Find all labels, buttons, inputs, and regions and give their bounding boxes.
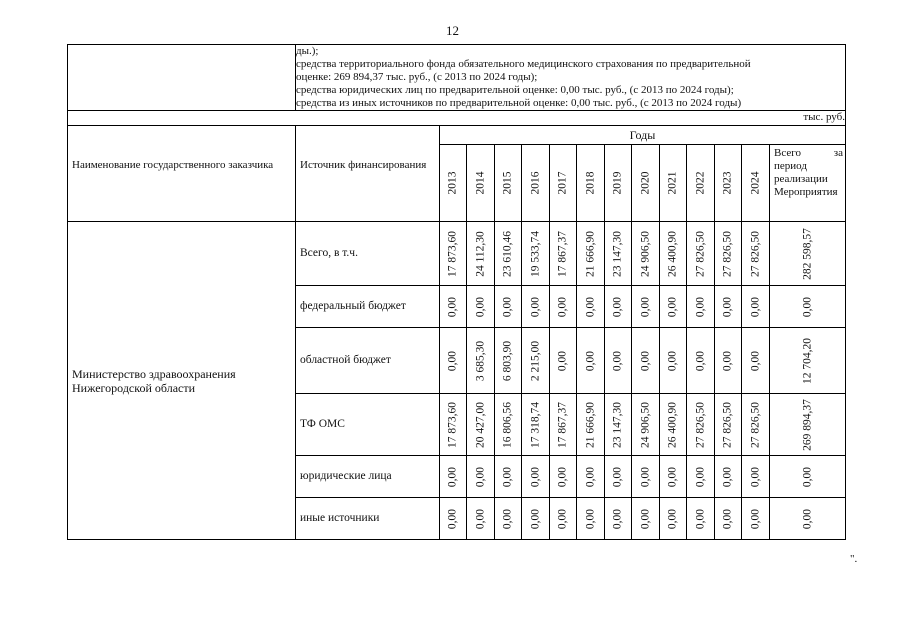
cell-value: 0,00 [666, 508, 679, 529]
year-header-cell [660, 145, 687, 222]
cell-value: 0,00 [721, 350, 734, 371]
cell-value: 0,00 [666, 296, 679, 317]
cell-value: 17 867,37 [556, 401, 569, 448]
cell-value: 0,00 [639, 466, 651, 487]
cell-value: 23 610,46 [501, 230, 514, 277]
cell-value: 26 400,90 [666, 401, 679, 448]
cell-value: 24 906,50 [639, 401, 651, 448]
cell-value: 0,00 [611, 466, 624, 487]
funding-source-label: ТФ ОМС [296, 394, 440, 456]
year-value-cell [687, 286, 715, 328]
year-value-cell [660, 328, 687, 394]
year-value-cell [522, 328, 550, 394]
year-label: 2013 [446, 171, 459, 195]
cell-value: 0,00 [639, 296, 651, 317]
cell-value: 0,00 [721, 296, 734, 317]
cell-value: 0,00 [556, 350, 569, 371]
total-value-cell [770, 456, 846, 498]
year-value-cell [742, 498, 770, 540]
cell-value: 6 803,90 [501, 340, 514, 381]
cell-value: 0,00 [721, 466, 734, 487]
cell-value: 0,00 [749, 466, 761, 487]
year-value-cell [687, 222, 715, 286]
cell-value: 23 147,30 [611, 230, 624, 277]
year-value-cell [577, 286, 605, 328]
cell-value: 2 215,00 [529, 340, 541, 381]
cell-value: 0,00 [749, 350, 761, 371]
cell-value: 3 685,30 [474, 340, 486, 381]
year-label: 2024 [749, 171, 761, 195]
total-value-cell [770, 222, 846, 286]
year-label: 2022 [694, 171, 706, 195]
intro-row [68, 45, 846, 111]
cell-value: 0,00 [446, 508, 459, 529]
year-value-cell [522, 394, 550, 456]
year-value-cell [742, 456, 770, 498]
year-header-cell [467, 145, 495, 222]
year-value-cell [522, 286, 550, 328]
cell-value: 27 826,50 [749, 401, 761, 448]
year-header-cell [742, 145, 770, 222]
cell-value: 26 400,90 [666, 230, 679, 277]
year-value-cell [522, 498, 550, 540]
cell-value: 21 666,90 [584, 401, 596, 448]
year-value-cell [440, 222, 467, 286]
year-value-cell [605, 286, 632, 328]
cell-value: 16 806,56 [501, 401, 514, 448]
end-quote-mark: ". [850, 553, 858, 565]
cell-value: 0,00 [556, 466, 569, 487]
year-value-cell [660, 222, 687, 286]
year-value-cell [632, 286, 660, 328]
intro-text-cell [296, 45, 846, 111]
cell-value: 0,00 [611, 508, 624, 529]
year-label: 2020 [639, 171, 651, 195]
intro-line: средства юридических лиц по предварительной оценке: 0,00 тыс. руб., (с 2013 по 2024 годы); [296, 84, 734, 96]
cell-value: 27 826,50 [721, 230, 734, 277]
cell-value: 0,00 [446, 350, 459, 371]
year-header-cell [550, 145, 577, 222]
year-value-cell [577, 498, 605, 540]
year-value-cell [577, 394, 605, 456]
cell-value: 0,00 [446, 466, 459, 487]
customer-name: Министерство здравоохранения Нижегородской области [68, 222, 296, 540]
year-value-cell [687, 456, 715, 498]
year-header-cell [687, 145, 715, 222]
cell-value: 0,00 [584, 296, 596, 317]
cell-value: 0,00 [694, 508, 706, 529]
table-row [68, 222, 846, 286]
cell-value: 27 826,50 [694, 230, 706, 277]
year-value-cell [660, 394, 687, 456]
year-header-cell [715, 145, 742, 222]
year-value-cell [742, 222, 770, 286]
intro-line: ды.); [296, 45, 319, 57]
cell-value: 17 873,60 [446, 401, 459, 448]
cell-value: 0,00 [611, 296, 624, 317]
cell-value: 27 826,50 [721, 401, 734, 448]
year-label: 2015 [501, 171, 514, 195]
cell-value: 0,00 [749, 296, 761, 317]
cell-value: 0,00 [801, 508, 813, 529]
year-value-cell [522, 222, 550, 286]
cell-value: 0,00 [749, 508, 761, 529]
cell-value: 0,00 [529, 508, 541, 529]
year-value-cell [605, 222, 632, 286]
page-number: 12 [446, 23, 459, 38]
year-header-cell [522, 145, 550, 222]
year-label: 2021 [666, 171, 679, 195]
year-label: 2019 [611, 171, 624, 195]
years-header: Годы [440, 126, 846, 145]
cell-value: 0,00 [694, 296, 706, 317]
funding-source-label: областной бюджет [296, 328, 440, 394]
year-header-cell [632, 145, 660, 222]
year-value-cell [522, 456, 550, 498]
year-header-cell [495, 145, 522, 222]
cell-value: 20 427,00 [474, 401, 486, 448]
year-label: 2017 [556, 171, 569, 195]
cell-value: 17 867,37 [556, 230, 569, 277]
cell-value: 0,00 [801, 296, 813, 317]
intro-line: средства из иных источников по предварительной оценке: 0,00 тыс. руб., (с 2013 по 2024 годы) [296, 97, 742, 109]
intro-blank-cell [68, 45, 296, 111]
cell-value: 0,00 [801, 466, 813, 487]
year-value-cell [495, 328, 522, 394]
year-value-cell [577, 328, 605, 394]
year-label: 2023 [721, 171, 734, 195]
customer-column-header: Наименование государственного заказчика [68, 126, 296, 222]
cell-value: 0,00 [584, 508, 596, 529]
year-value-cell [467, 328, 495, 394]
cell-value: 27 826,50 [694, 401, 706, 448]
cell-value: 0,00 [501, 466, 514, 487]
funding-table [67, 44, 846, 540]
cell-value: 0,00 [639, 350, 651, 371]
year-value-cell [715, 394, 742, 456]
year-value-cell [632, 222, 660, 286]
year-value-cell [467, 286, 495, 328]
year-value-cell [687, 394, 715, 456]
year-value-cell [715, 286, 742, 328]
year-value-cell [715, 328, 742, 394]
funding-source-label: Всего, в т.ч. [296, 222, 440, 286]
funding-source-label: иные источники [296, 498, 440, 540]
funding-source-label: федеральный бюджет [296, 286, 440, 328]
total-value-cell [770, 498, 846, 540]
year-value-cell [632, 394, 660, 456]
year-value-cell [495, 286, 522, 328]
year-value-cell [632, 328, 660, 394]
year-value-cell [440, 456, 467, 498]
cell-value: 0,00 [474, 296, 486, 317]
cell-value: 0,00 [474, 508, 486, 529]
year-header-cell [605, 145, 632, 222]
year-value-cell [550, 222, 577, 286]
cell-value: 21 666,90 [584, 230, 596, 277]
total-value-cell [770, 286, 846, 328]
year-value-cell [632, 498, 660, 540]
cell-value: 0,00 [666, 466, 679, 487]
year-value-cell [632, 456, 660, 498]
cell-value: 17 318,74 [529, 401, 541, 448]
cell-value: 0,00 [556, 508, 569, 529]
cell-value: 0,00 [639, 508, 651, 529]
year-value-cell [467, 394, 495, 456]
year-value-cell [440, 328, 467, 394]
source-column-header: Источник финансирования [296, 126, 440, 222]
year-value-cell [687, 498, 715, 540]
year-label: 2018 [584, 171, 596, 195]
cell-value: 27 826,50 [749, 230, 761, 277]
funding-source-label: юридические лица [296, 456, 440, 498]
cell-value: 0,00 [501, 508, 514, 529]
year-value-cell [605, 394, 632, 456]
cell-value: 282 598,57 [801, 227, 813, 280]
year-value-cell [495, 222, 522, 286]
year-header-cell [440, 145, 467, 222]
cell-value: 0,00 [694, 350, 706, 371]
cell-value: 19 533,74 [529, 230, 541, 277]
cell-value: 0,00 [529, 296, 541, 317]
year-value-cell [605, 498, 632, 540]
year-value-cell [605, 328, 632, 394]
year-value-cell [577, 456, 605, 498]
cell-value: 24 112,30 [474, 230, 486, 277]
unit-label: тыс. руб. [68, 111, 846, 126]
cell-value: 12 704,20 [801, 337, 813, 384]
total-column-header: Всего за период реализации Мероприятия [770, 145, 846, 222]
year-label: 2014 [474, 171, 486, 195]
year-value-cell [550, 498, 577, 540]
unit-row [68, 111, 846, 126]
year-value-cell [440, 498, 467, 540]
year-value-cell [495, 456, 522, 498]
year-value-cell [577, 222, 605, 286]
year-label: 2016 [529, 171, 541, 195]
year-value-cell [742, 286, 770, 328]
cell-value: 0,00 [446, 296, 459, 317]
cell-value: 0,00 [501, 296, 514, 317]
year-value-cell [550, 394, 577, 456]
cell-value: 0,00 [584, 350, 596, 371]
cell-value: 0,00 [474, 466, 486, 487]
cell-value: 23 147,30 [611, 401, 624, 448]
header-row-1 [68, 126, 846, 145]
cell-value: 17 873,60 [446, 230, 459, 277]
intro-line: оценке: 269 894,37 тыс. руб., (с 2013 по 2024 годы); [296, 71, 538, 83]
intro-line: средства территориального фонда обязательного медицинского страхования по предварительной [296, 58, 751, 70]
year-value-cell [715, 222, 742, 286]
cell-value: 0,00 [694, 466, 706, 487]
year-value-cell [495, 498, 522, 540]
cell-value: 0,00 [529, 466, 541, 487]
year-value-cell [440, 286, 467, 328]
year-value-cell [467, 222, 495, 286]
year-value-cell [660, 286, 687, 328]
cell-value: 0,00 [666, 350, 679, 371]
cell-value: 0,00 [584, 466, 596, 487]
year-value-cell [687, 328, 715, 394]
year-value-cell [550, 456, 577, 498]
year-value-cell [742, 328, 770, 394]
cell-value: 269 894,37 [801, 398, 813, 451]
cell-value: 0,00 [611, 350, 624, 371]
year-header-cell [577, 145, 605, 222]
year-value-cell [715, 498, 742, 540]
cell-value: 24 906,50 [639, 230, 651, 277]
year-value-cell [715, 456, 742, 498]
year-value-cell [467, 456, 495, 498]
year-value-cell [605, 456, 632, 498]
year-value-cell [742, 394, 770, 456]
year-value-cell [440, 394, 467, 456]
total-value-cell [770, 394, 846, 456]
year-value-cell [467, 498, 495, 540]
year-value-cell [660, 456, 687, 498]
year-value-cell [550, 328, 577, 394]
total-value-cell [770, 328, 846, 394]
year-value-cell [550, 286, 577, 328]
cell-value: 0,00 [556, 296, 569, 317]
cell-value: 0,00 [721, 508, 734, 529]
year-value-cell [495, 394, 522, 456]
year-value-cell [660, 498, 687, 540]
